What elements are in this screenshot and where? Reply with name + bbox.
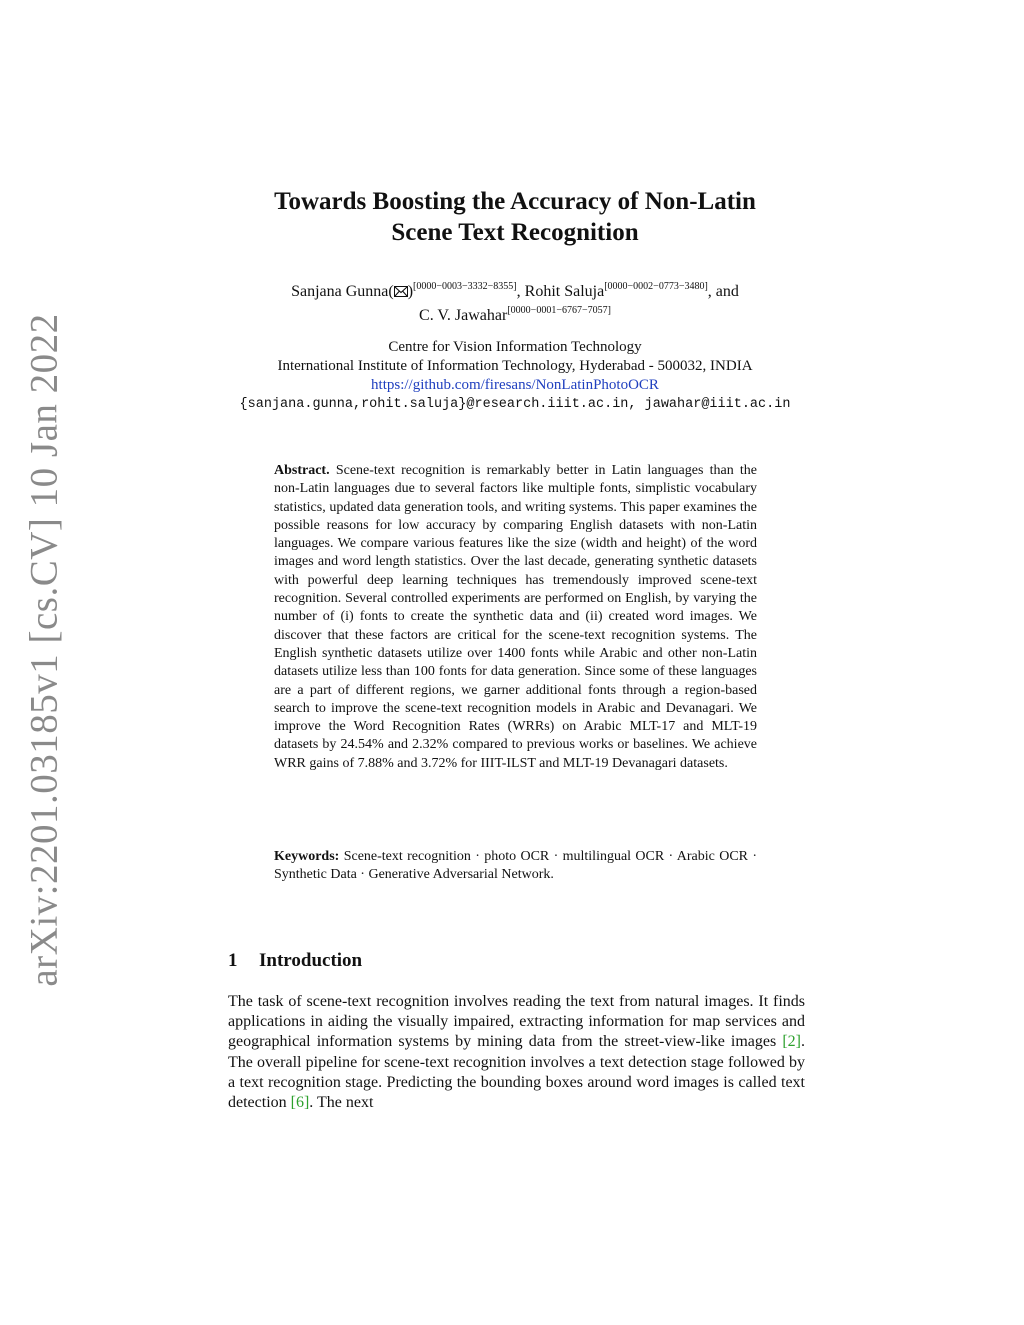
abstract-text: Scene-text recognition is remarkably better in Latin languages than the non-Latin languages due to several factors like multiple fonts, simplistic vocabulary statistics, updated data generation tools, and writing systems. This paper examines the possible reasons for low accuracy by comparing English datasets with non-Latin languages. We compare various features like the size (width and height) of the word images and word length statistics. Over the last decade, generating synthetic datasets with powerful deep learning techniques has tremendously improved scene-text recognition. Several controlled experiments are performed on English, by varying the number of (i) fonts to create the synthetic data and (ii) created word images. We discover that these factors are critical for the scene-text recognition systems. The English synthetic datasets utilize over 1400 fonts while Arabic and other non-Latin datasets utilize less than 100 fonts for data generation. Since some of these languages are a part of different regions, we garner additional fonts through a region-based search to improve the scene-text recognition models in Arabic and Devanagari. We improve the Word Recognition Rates (WRRs) on Arabic MLT-17 and MLT-19 datasets by 24.54% and 2.32% compared to previous works or baselines. We achieve WRR gains of 7.88% and 3.72% for IIIT-ILST and MLT-19 Devanagari datasets.: [274, 463, 757, 771]
author-3-name: C. V. Jawahar: [419, 307, 508, 324]
keywords-text: Scene-text recognition · photo OCR · multilingual OCR · Arabic OCR · Synthetic Data · Generative Adversarial Network.: [274, 849, 758, 883]
abstract: [274, 462, 757, 773]
section-number: 1: [228, 950, 238, 971]
intro-text-3: . The next: [309, 1094, 374, 1112]
affiliation-centre: Centre for Vision Information Technology: [388, 339, 642, 355]
affiliation-institute: International Institute of Information Technology, Hyderabad - 500032, INDIA: [277, 358, 753, 374]
author-1-name: Sanjana Gunna(: [291, 283, 394, 300]
author-2-name: , Rohit Saluja: [516, 283, 605, 300]
title-line-1: Towards Boosting the Accuracy of Non-Latin: [274, 188, 756, 215]
github-link[interactable]: https://github.com/firesans/NonLatinPhotoOCR: [371, 377, 659, 393]
author-list: [200, 280, 830, 328]
arxiv-identifier: arXiv:2201.03185v1 [cs.CV] 10 Jan 2022: [22, 313, 66, 987]
section-heading: [228, 950, 362, 972]
keywords: [274, 848, 757, 885]
keywords-label: Keywords:: [274, 849, 340, 864]
author-emails: {sanjana.gunna,rohit.saluja}@research.iiit.ac.in, jawahar@iiit.ac.in: [239, 397, 791, 412]
author-separator: , and: [707, 283, 739, 300]
title-line-2: Scene Text Recognition: [391, 219, 639, 246]
author-3-orcid: [0000−0001−6767−7057]: [507, 305, 611, 316]
abstract-label: Abstract.: [274, 463, 330, 478]
author-2-orcid: [0000−0002−0773−3480]: [604, 281, 708, 292]
envelope-icon: [394, 286, 408, 297]
author-line-1: [200, 280, 830, 304]
intro-paragraph: [228, 992, 805, 1113]
author-1-orcid: [0000−0003−3332−8355]: [413, 281, 517, 292]
intro-text-2: . The overall pipeline for scene-text recognition involves a text detection stage followed by a text recognition stage. Predicting the bounding boxes around word images is called text detection: [228, 1033, 805, 1112]
citation-link[interactable]: [6]: [290, 1094, 310, 1112]
paper-title: [200, 186, 830, 248]
section-title: Introduction: [259, 950, 363, 971]
author-1-close: ): [407, 283, 414, 300]
affiliation-block: [200, 338, 830, 414]
author-line-2: [200, 304, 830, 328]
citation-link[interactable]: [2]: [782, 1033, 801, 1051]
intro-text-1: The task of scene-text recognition involves reading the text from natural images. It finds applications in aiding the visually impaired, extracting information for map services and geographical information systems by mining data from the street-view-like images: [228, 993, 805, 1051]
